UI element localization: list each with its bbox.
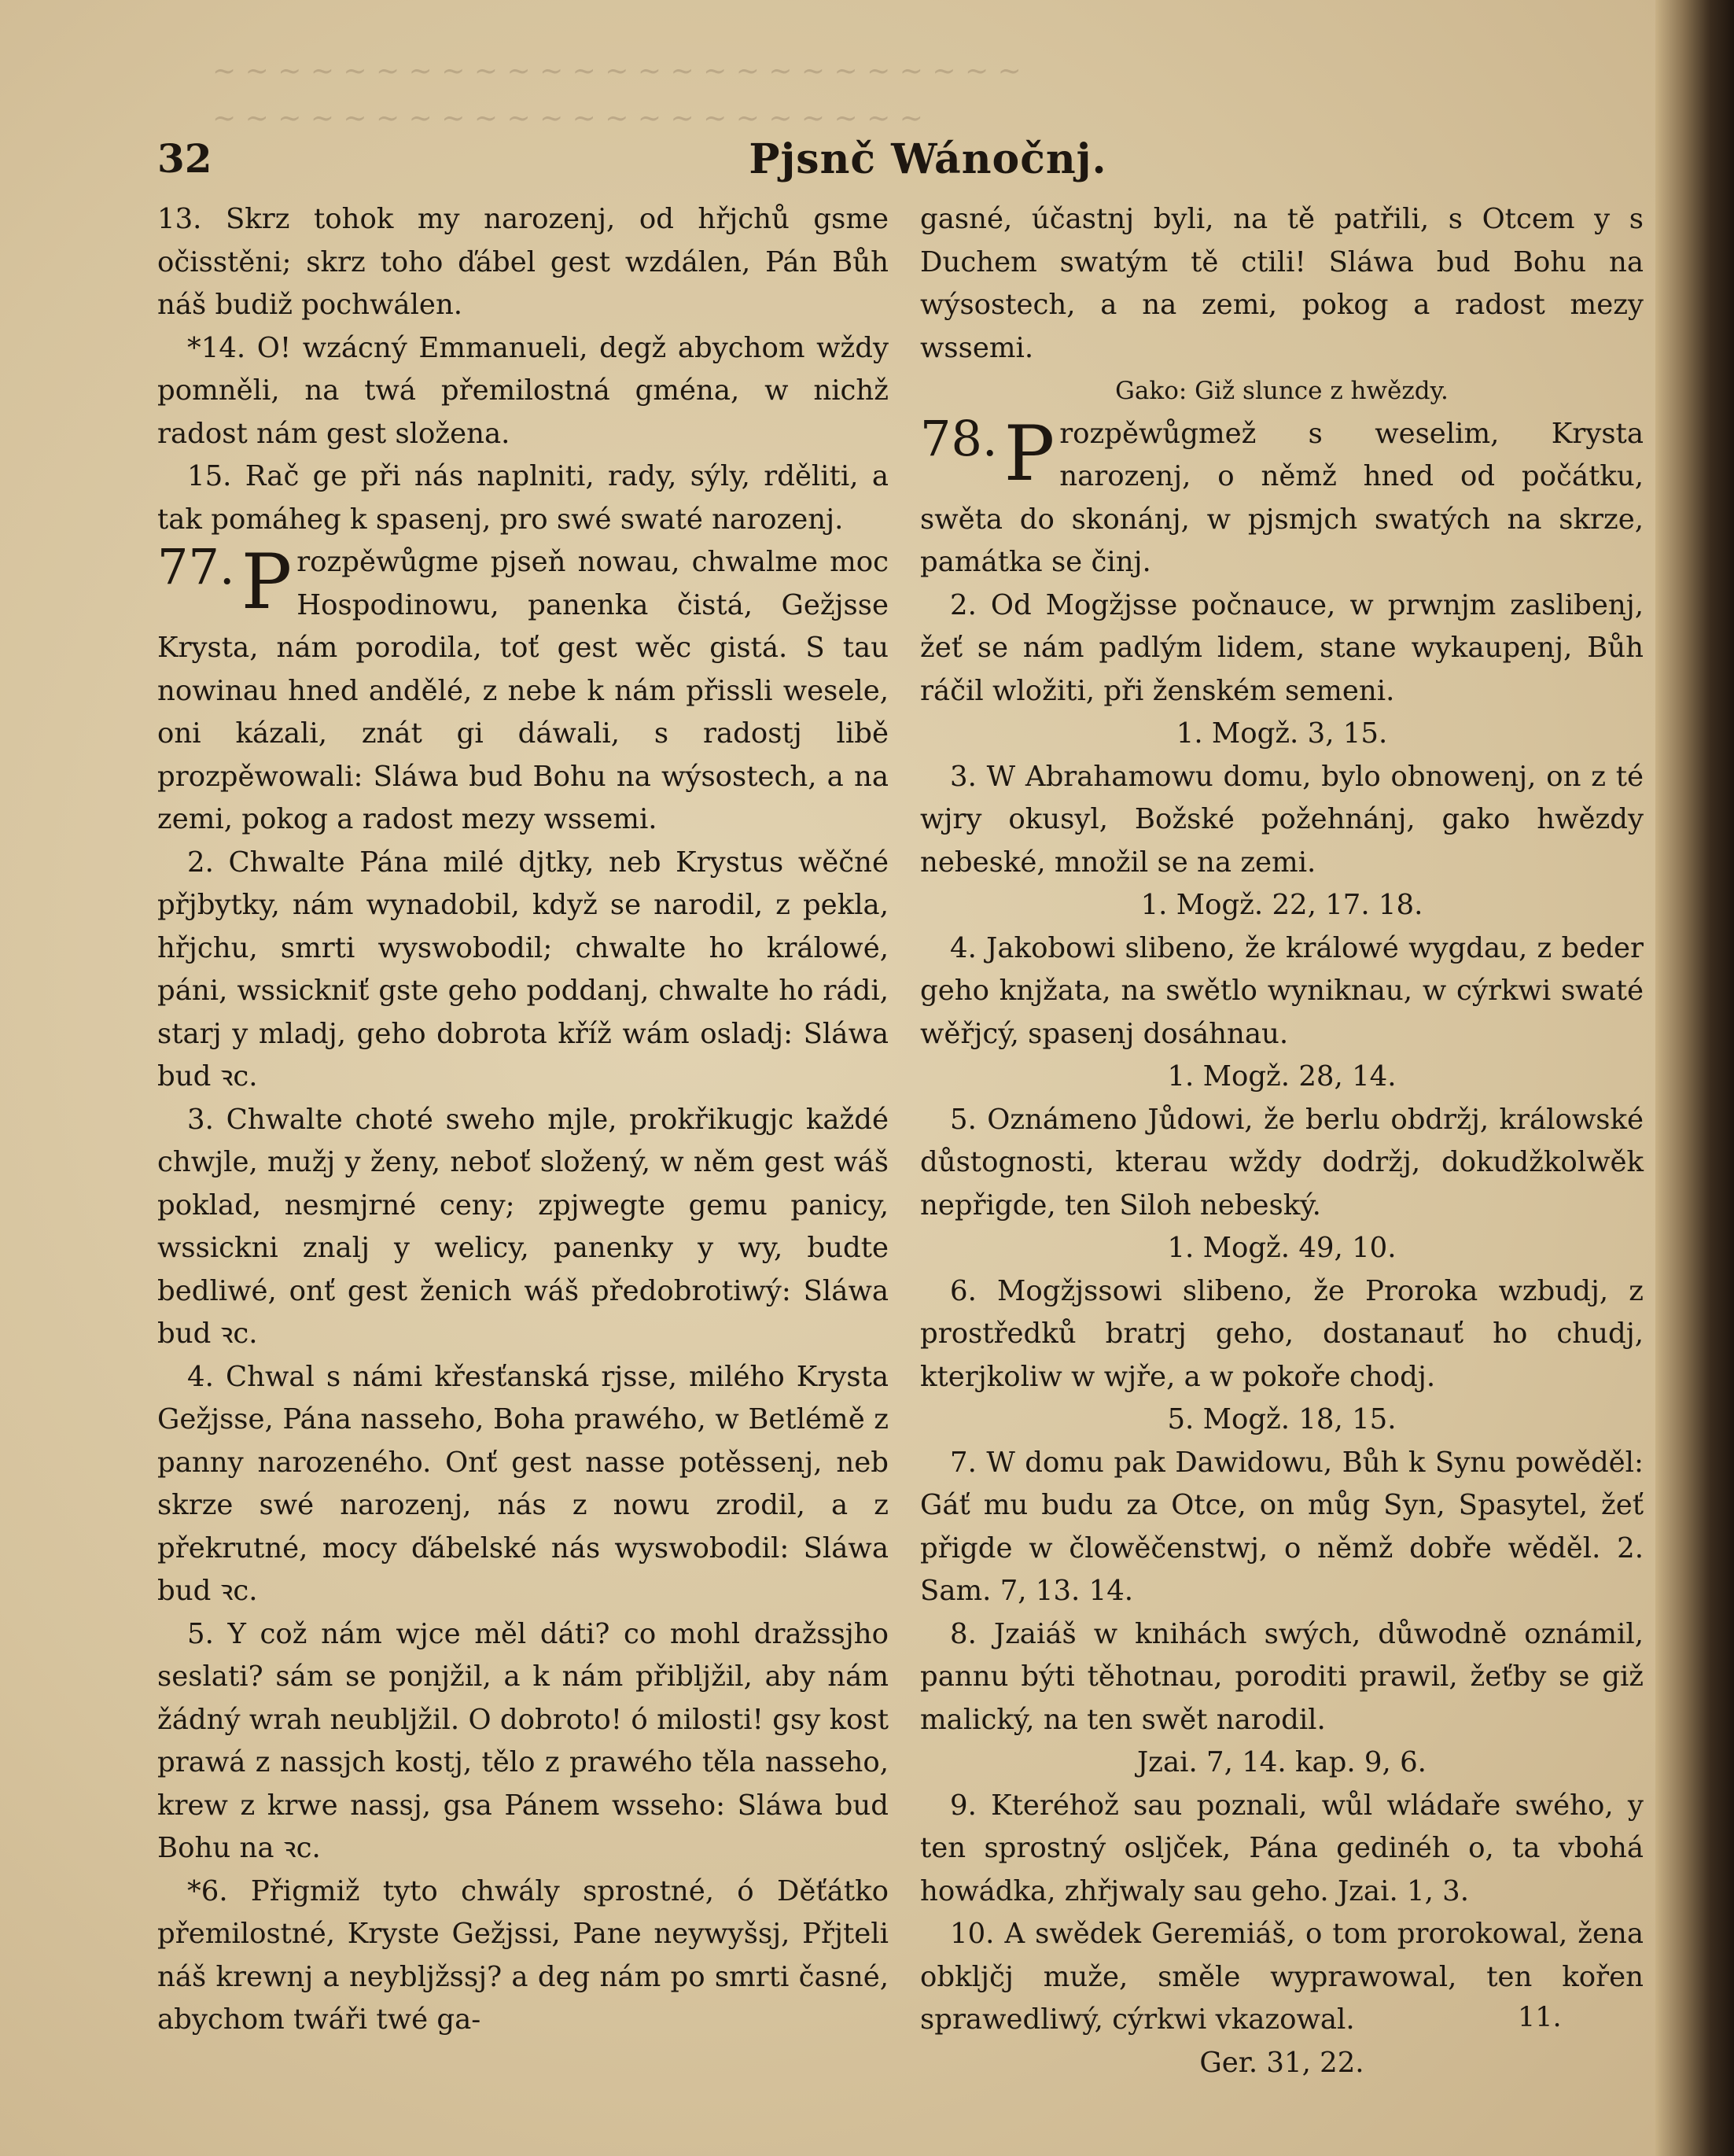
verse: 15. Rač ge při nás naplniti, rady, sýly, rděliti, a tak pomáheg k spasenj, pro swé swaté narozenj. <box>157 460 889 536</box>
tune-indication: Gako: Giž slunce z hwězdy. <box>1115 377 1449 405</box>
catchword: 11. <box>1518 2002 1562 2033</box>
scripture-reference: 1. Mogž. 28, 14. <box>1167 1060 1397 1093</box>
verse: 6. Mogžjssowi slibeno, že Proroka wzbudj, z prostředků bratrj geho, dostanauť ho chudj, kterjkoliw w wjře, a w pokoře chodj. <box>920 1274 1644 1393</box>
verse: 10. A swědek Geremiáš, o tom prorokowal, žena obklјčj muže, směle wyprawowal, ten kořen sprawedliwý, cýrkwi vkazowal. <box>920 1918 1644 2036</box>
scripture-reference: Ger. 31, 22. <box>1199 2046 1364 2079</box>
verse: 7. W domu pak Dawidowu, Bůh k Synu powěděl: Gáť mu budu za Otce, on můg Syn, Spasytel, žeť přigde w člowěčenstwj, o němž dobře wěděl. 2. Sam. 7, 13. 14. <box>920 1446 1644 1607</box>
verse: gasné, účastnj byli, na tě patřili, s Otcem y s Duchem swatým tě ctili! Sláwa bud Bohu na wýsostech, a na zemi, pokog a radost mezy wssemi. <box>920 203 1644 364</box>
scripture-reference: 5. Mogž. 18, 15. <box>1167 1403 1397 1435</box>
show-through-text: ~ ~ ~ ~ ~ ~ ~ ~ ~ ~ ~ ~ ~ ~ ~ ~ ~ ~ ~ ~ ~ ~ <box>212 102 923 135</box>
scripture-reference: 1. Mogž. 22, 17. 18. <box>1140 889 1423 921</box>
verse: 9. Kteréhož sau poznali, wůl wládaře swého, y ten sprostný oslјček, Pána gedinéh o, ta vbohá howádka, zhřjwaly sau geho. Jzai. 1, 3. <box>920 1789 1644 1907</box>
verse: 2. Od Mogžjsse počnauce, w prwnjm zaslibenj, žeť se nám padlým lidem, stane wykaupenj, Bůh ráčil wložiti, při ženském semeni. <box>920 588 1644 707</box>
book-spine <box>1655 0 1734 2156</box>
show-through-text: ~ ~ ~ ~ ~ ~ ~ ~ ~ ~ ~ ~ ~ ~ ~ ~ ~ ~ ~ ~ ~ ~ ~ ~ ~ <box>212 55 1022 87</box>
verse: 4. Chwal s námi křesťanská rjsse, milého Krysta Gežjsse, Pána nasseho, Boha prawého, w Betlémě z panny narozeného. Onť gest nasse potěssenj, neb skrze swé narozenj, nás z nowu zrodil, a z překrutné, mocy ďábelské nás wyswobodil: Sláwa bud ꝛc. <box>157 1360 889 1607</box>
verse: 8. Jzaiáš w knihách swých, důwodně oznámil, pannu býti těhotnau, poroditi prawil, žeťby se giž malický, na ten swět narodil. <box>920 1617 1644 1736</box>
hymn-start <box>920 409 1644 584</box>
page-number: 32 <box>157 135 212 182</box>
scripture-reference: Jzai. 7, 14. kap. 9, 6. <box>1137 1746 1427 1778</box>
verse: 4. Jakobowi slibeno, že králowé wygdau, z beder geho knjžata, na swětlo wyniknau, w cýrkwi swaté wěřjcý, spasenj dosáhnau. <box>920 931 1644 1050</box>
hymn-text: rozpěwůgme pjseň nowau, chwalme moc Hospodinowu, panenka čistá, Gežjsse Krysta, nám porodila, toť gest wěc gistá. S tau nowinau hned andělé, z nebe k nám přissli wesele, oni kázali, znát gi dáwali, s radostj libě prozpěwowali: Sláwa bud Bohu na wýsostech, a na zemi, pokog a radost mezy wssemi. <box>157 546 889 835</box>
verse: 5. Y což nám wjce měl dáti? co mohl dražssjho seslati? sám se ponjžil, a k nám přibljžil, aby nám žádný wrah neublјžil. O dobroto! ó milosti! gsy kost prawá z nassjch kostj, tělo z prawého těla nasseho, krew z krwe nassj, gsa Pánem wsseho: Sláwa bud Bohu na ꝛc. <box>157 1617 889 1864</box>
verse: *14. O! wzácný Emmanueli, degž abychom wždy pomněli, na twá přemilostná gména, w nichž radost nám gest složena. <box>157 331 889 450</box>
running-title: Pjsnč Wánočnj. <box>749 135 1107 183</box>
verse: 5. Oznámeno Jůdowi, že berlu obdržj, králowské důstognosti, kterau wždy dodržj, dokudžkolwěk nepřigde, ten Siloh nebeský. <box>920 1103 1644 1222</box>
right-column <box>920 198 1644 2084</box>
hymn-text: rozpěwůgmež s weselim, Krysta narozenj, o němž hned od počátku, swěta do skonánj, w pjsmjch swatých na skrze, památka se činj. <box>920 417 1644 578</box>
verse: *6. Přigmiž tyto chwály sprostné, ó Děťátko přemilostné, Kryste Gežjssi, Pane neywyšsj, Přjteli náš krewnj a neyblјžssj? a deg nám po smrti časné, abychom twáři twé ga- <box>157 1874 889 2036</box>
verse: 3. Chwalte choté sweho mjle, prokřikugjc každé chwjle, mužj y ženy, neboť složený, w něm gest wáš poklad, nesmjrné ceny; zpjwegte gemu panicy, wssickni znalj y welicy, panenky y wy, budte bedliwé, onť gest ženich wáš předobrotiwý: Sláwa bud ꝛc. <box>157 1103 889 1350</box>
verse: 3. W Abrahamowu domu, bylo obnowenj, on z té wjry okusyl, Božské požehnánj, gako hwězdy nebeské, množil se na zemi. <box>920 760 1644 879</box>
drop-capital: P <box>1003 409 1055 498</box>
verse: 2. Chwalte Pána milé djtky, neb Krystus wěčné přjbytky, nám wynadobil, když se narodil, z pekla, hřjchu, smrti wyswobodil; chwalte ho králowé, páni, wssickniť gste geho poddanj, chwalte ho rádi, starj y mladj, geho dobrota kříž wám osladj: Sláwa bud ꝛc. <box>157 846 889 1093</box>
verse: 13. Skrz tohok my narozenj, od hřjchů gsme očisstěni; skrz toho ďábel gest wzdálen, Pán Bůh náš budiž pochwálen. <box>157 203 889 321</box>
hymn-number: 77. <box>157 538 235 595</box>
drop-capital: P <box>241 538 293 626</box>
hymn-start <box>157 538 889 842</box>
scripture-reference: 1. Mogž. 49, 10. <box>1167 1232 1397 1264</box>
left-column <box>157 198 889 2042</box>
page-header <box>157 135 1644 190</box>
scripture-reference: 1. Mogž. 3, 15. <box>1176 717 1388 750</box>
hymn-number: 78. <box>920 409 998 467</box>
